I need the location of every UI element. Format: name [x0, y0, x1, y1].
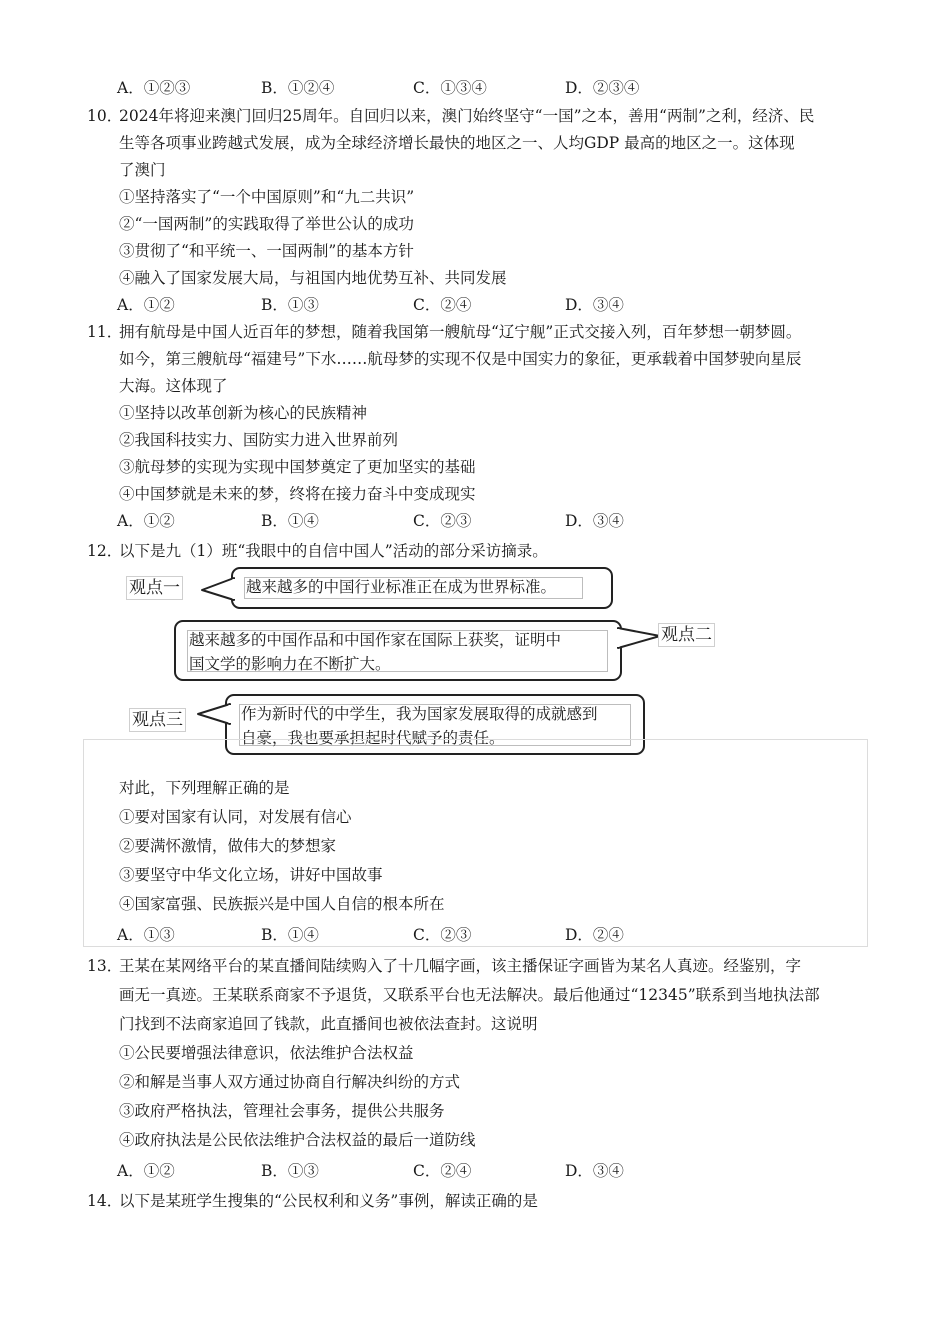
q11-item-4: ④中国梦就是未来的梦，终将在接力奋斗中变成现实 — [119, 485, 476, 503]
q9-option-d: D．②③④ — [565, 79, 640, 97]
q14-number: 14． — [87, 1192, 123, 1210]
view2-bubble — [174, 620, 622, 681]
q13-option-a: A．①② — [117, 1162, 175, 1180]
q10-item-1: ①坚持落实了“一个中国原则”和“九二共识” — [119, 188, 415, 206]
q12-item-3: ③要坚守中华文化立场，讲好中国故事 — [119, 866, 383, 884]
q10-stem-line-2: 生等各项事业跨越式发展，成为全球经济增长最快的地区之一、人均GDP 最高的地区之一。这体现 — [119, 134, 795, 152]
q11-options — [117, 511, 737, 531]
view1-bubble — [231, 567, 613, 609]
view3-label: 观点三 — [129, 708, 186, 732]
q10-option-d: D．③④ — [565, 296, 624, 314]
q13-stem-line-1: 王某在某网络平台的某直播间陆续购入了十几幅字画，该主播保证字画皆为某名人真迹。经鉴别，字 — [119, 957, 802, 975]
q10-options — [117, 295, 737, 315]
q11-option-d: D．③④ — [565, 512, 624, 530]
q9-option-b: B．①②④ — [261, 79, 335, 97]
q12-option-c: C．②③ — [413, 926, 472, 944]
view2-text-line-2: 国文学的影响力在不断扩大。 — [189, 655, 391, 673]
q12-option-b: B．①④ — [261, 926, 319, 944]
q12-question: 对此，下列理解正确的是 — [119, 779, 290, 797]
view2-text-line-1: 越来越多的中国作品和中国作家在国际上获奖，证明中 — [189, 631, 562, 649]
q9-options — [117, 78, 737, 98]
q10-option-b: B．①③ — [261, 296, 319, 314]
q12-options — [117, 925, 737, 945]
q10-item-4: ④融入了国家发展大局，与祖国内地优势互补、共同发展 — [119, 269, 507, 287]
q13-options — [117, 1161, 737, 1181]
q11-option-c: C．②③ — [413, 512, 472, 530]
q12-number: 12． — [87, 542, 123, 560]
q10-number: 10． — [87, 107, 123, 125]
view1-pointer — [198, 576, 238, 606]
q11-item-3: ③航母梦的实现为实现中国梦奠定了更加坚实的基础 — [119, 458, 476, 476]
q11-item-1: ①坚持以改革创新为核心的民族精神 — [119, 404, 368, 422]
q13-item-1: ①公民要增强法律意识，依法维护合法权益 — [119, 1044, 414, 1062]
q12-option-d: D．②④ — [565, 926, 624, 944]
q9-option-c: C．①③④ — [413, 79, 487, 97]
q10-stem-line-3: 了澳门 — [119, 161, 166, 179]
q10-item-2: ②“一国两制”的实践取得了举世公认的成功 — [119, 215, 414, 233]
q10-item-3: ③贯彻了“和平统一、一国两制”的基本方针 — [119, 242, 414, 260]
q11-item-2: ②我国科技实力、国防实力进入世界前列 — [119, 431, 399, 449]
view2-pointer — [616, 624, 664, 654]
q11-stem-line-2: 如今，第三艘航母“福建号”下水……航母梦的实现不仅是中国实力的象征，更承载着中国梦驶向星辰 — [119, 350, 802, 368]
q11-stem-line-1: 拥有航母是中国人近百年的梦想，随着我国第一艘航母“辽宁舰”正式交接入列，百年梦想一朝梦圆。 — [119, 323, 802, 341]
q11-option-b: B．①④ — [261, 512, 319, 530]
q12-stem: 以下是九（1）班“我眼中的自信中国人”活动的部分采访摘录。 — [119, 542, 548, 560]
q13-item-2: ②和解是当事人双方通过协商自行解决纠纷的方式 — [119, 1073, 461, 1091]
q13-option-b: B．①③ — [261, 1162, 319, 1180]
view2-label: 观点二 — [658, 623, 715, 647]
view1-text: 越来越多的中国行业标准正在成为世界标准。 — [246, 578, 557, 596]
q9-option-a: A．①②③ — [117, 79, 191, 97]
q12-option-a: A．①③ — [117, 926, 175, 944]
q13-option-c: C．②④ — [413, 1162, 472, 1180]
view3-text-line-1: 作为新时代的中学生，我为国家发展取得的成就感到 — [241, 705, 598, 723]
q11-stem-line-3: 大海。这体现了 — [119, 377, 228, 395]
q10-stem-line-1: 2024年将迎来澳门回归25周年。自回归以来，澳门始终坚守“一国”之本，善用“两制”之利，经济、民 — [119, 107, 815, 125]
q12-item-1: ①要对国家有认同，对发展有信心 — [119, 808, 352, 826]
view3-text-line-2: 自豪，我也要承担起时代赋予的责任。 — [241, 729, 505, 747]
view1-label: 观点一 — [126, 576, 183, 600]
q14-stem: 以下是某班学生搜集的“公民权利和义务”事例，解读正确的是 — [119, 1192, 538, 1210]
q13-number: 13． — [87, 957, 123, 975]
view3-pointer — [194, 702, 234, 732]
q11-option-a: A．①② — [117, 512, 175, 530]
q12-item-2: ②要满怀激情，做伟大的梦想家 — [119, 837, 337, 855]
q13-option-d: D．③④ — [565, 1162, 624, 1180]
q10-option-c: C．②④ — [413, 296, 472, 314]
q13-stem-line-3: 门找到不法商家追回了钱款，此直播间也被依法查封。这说明 — [119, 1015, 538, 1033]
q10-option-a: A．①② — [117, 296, 175, 314]
q12-item-4: ④国家富强、民族振兴是中国人自信的根本所在 — [119, 895, 445, 913]
q13-stem-line-2: 画无一真迹。王某联系商家不予退货，又联系平台也无法解决。最后他通过“12345”联系到当地执法部 — [119, 986, 820, 1004]
q13-item-4: ④政府执法是公民依法维护合法权益的最后一道防线 — [119, 1131, 476, 1149]
q11-number: 11． — [87, 323, 123, 341]
q13-item-3: ③政府严格执法，管理社会事务，提供公共服务 — [119, 1102, 445, 1120]
